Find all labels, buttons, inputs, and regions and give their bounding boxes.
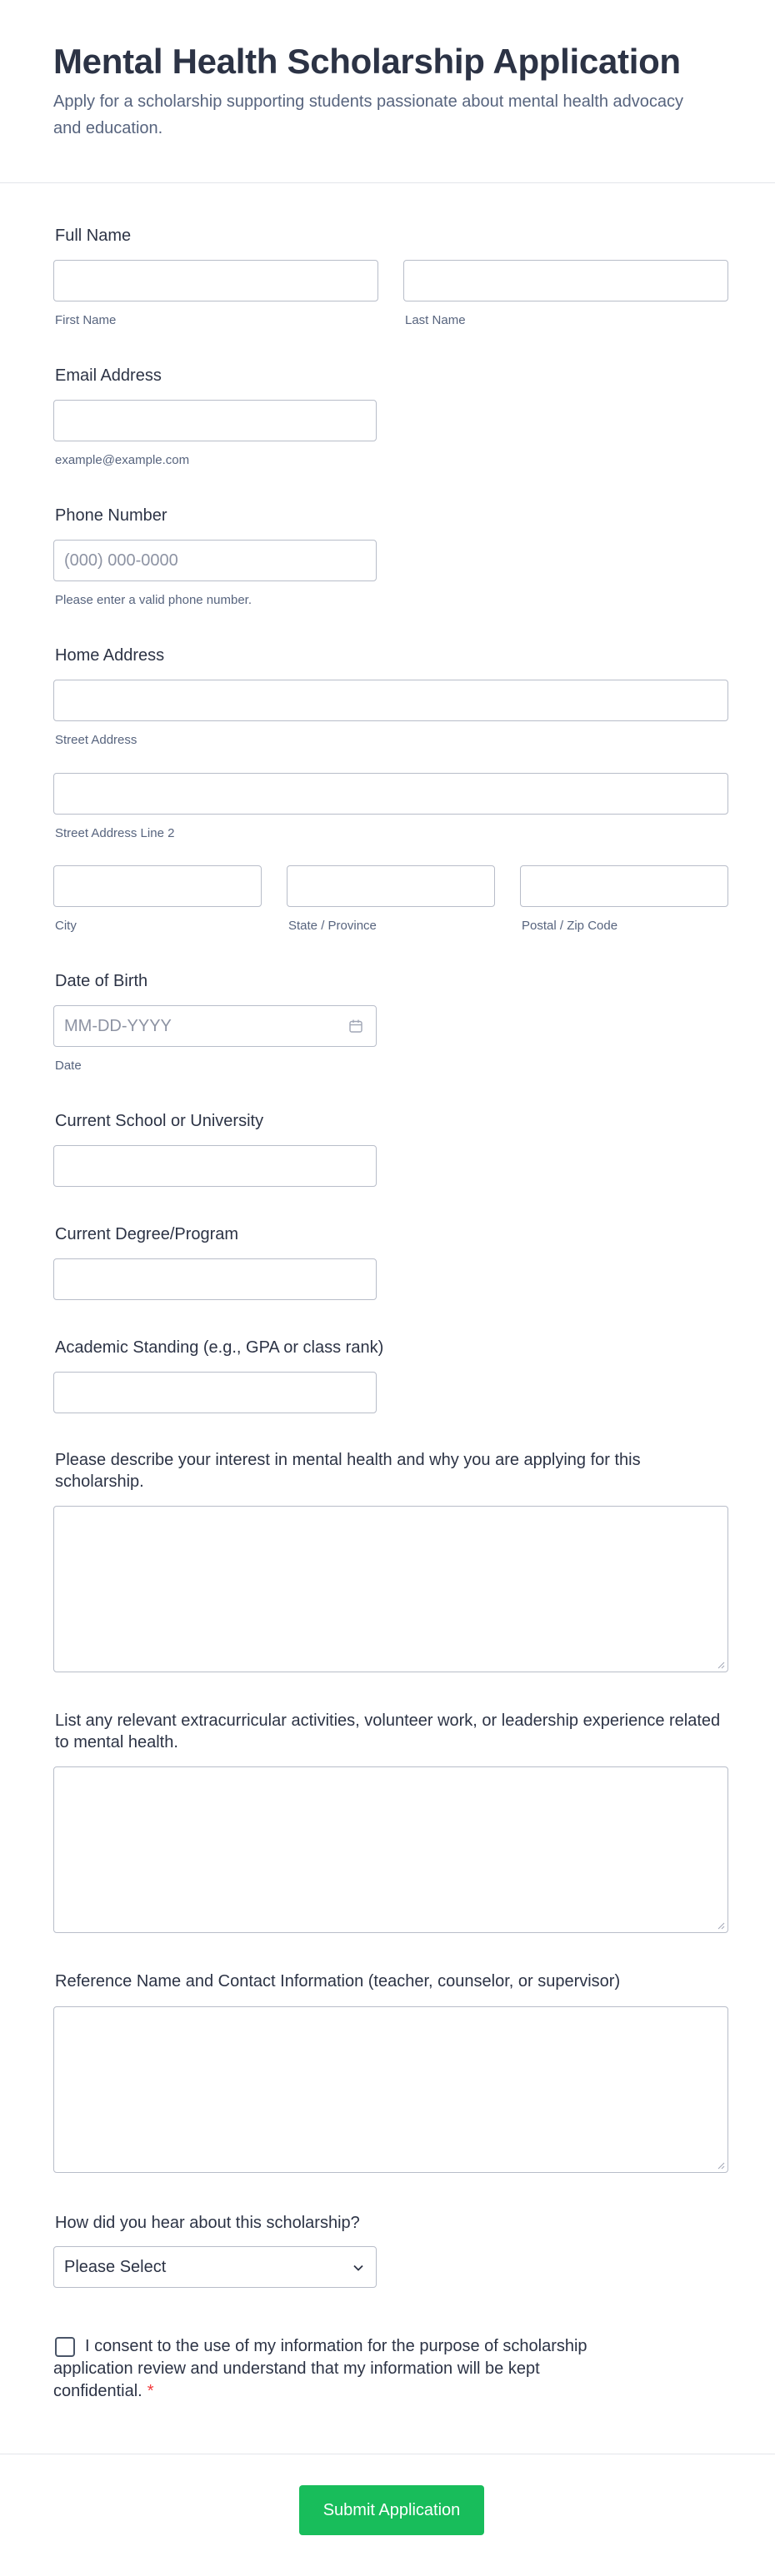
- phone-input[interactable]: [53, 540, 377, 581]
- first-name-sublabel: First Name: [55, 313, 117, 327]
- city-input[interactable]: [53, 865, 262, 907]
- city-sublabel: City: [55, 919, 77, 933]
- last-name-sublabel: Last Name: [405, 313, 466, 327]
- street-address-sublabel: Street Address: [55, 733, 138, 747]
- consent-text: [53, 2335, 637, 2403]
- activities-textarea[interactable]: [53, 1766, 728, 1933]
- dob-input[interactable]: [53, 1005, 377, 1047]
- submit-button[interactable]: Submit Application: [299, 2485, 484, 2535]
- street-address-input[interactable]: [53, 680, 728, 721]
- email-input[interactable]: [53, 400, 377, 441]
- standing-input[interactable]: [53, 1372, 377, 1413]
- school-input[interactable]: [53, 1145, 377, 1187]
- street-address-line2-input[interactable]: [53, 773, 728, 815]
- first-name-input[interactable]: [53, 260, 378, 301]
- dob-label: Date of Birth: [55, 972, 148, 990]
- interest-textarea[interactable]: [53, 1506, 728, 1672]
- resize-handle-icon[interactable]: [717, 1661, 725, 1669]
- form-header: [0, 0, 775, 183]
- page-title: Mental Health Scholarship Application: [53, 42, 681, 81]
- phone-label: Phone Number: [55, 506, 168, 525]
- consent-label: I consent to the use of my information for the purpose of scholarship application review and understand that my information will be kept confidential.: [53, 2337, 588, 2400]
- resize-handle-icon[interactable]: [717, 2161, 725, 2170]
- page-subtitle: Apply for a scholarship supporting students passionate about mental health advocacy and education.: [53, 92, 684, 137]
- street-address-line2-sublabel: Street Address Line 2: [55, 826, 175, 840]
- standing-label: Academic Standing (e.g., GPA or class rank): [55, 1338, 384, 1357]
- calendar-icon[interactable]: [348, 1019, 363, 1034]
- activities-label: List any relevant extracurricular activities, volunteer work, or leadership experience related to mental health.: [55, 1712, 721, 1751]
- reference-textarea[interactable]: [53, 2006, 728, 2173]
- interest-label: Please describe your interest in mental health and why you are applying for this scholarship.: [55, 1451, 641, 1491]
- referral-selected-value: Please Select: [64, 2257, 167, 2276]
- state-input[interactable]: [287, 865, 495, 907]
- degree-input[interactable]: [53, 1258, 377, 1300]
- phone-sublabel: Please enter a valid phone number.: [55, 593, 252, 607]
- zip-sublabel: Postal / Zip Code: [522, 919, 618, 933]
- degree-label: Current Degree/Program: [55, 1225, 239, 1243]
- reference-label: Reference Name and Contact Information (teacher, counselor, or supervisor): [55, 1972, 621, 1991]
- email-sublabel: example@example.com: [55, 453, 190, 467]
- full-name-label: Full Name: [55, 227, 132, 245]
- dob-sublabel: Date: [55, 1059, 82, 1073]
- last-name-input[interactable]: [403, 260, 728, 301]
- zip-input[interactable]: [520, 865, 728, 907]
- email-label: Email Address: [55, 366, 162, 385]
- address-label: Home Address: [55, 646, 165, 665]
- school-label: Current School or University: [55, 1112, 264, 1130]
- resize-handle-icon[interactable]: [717, 1921, 725, 1930]
- referral-select[interactable]: [53, 2246, 377, 2288]
- state-sublabel: State / Province: [288, 919, 377, 933]
- chevron-down-icon: [352, 2262, 364, 2274]
- referral-label: How did you hear about this scholarship?: [55, 2214, 360, 2232]
- required-mark: *: [147, 2382, 154, 2400]
